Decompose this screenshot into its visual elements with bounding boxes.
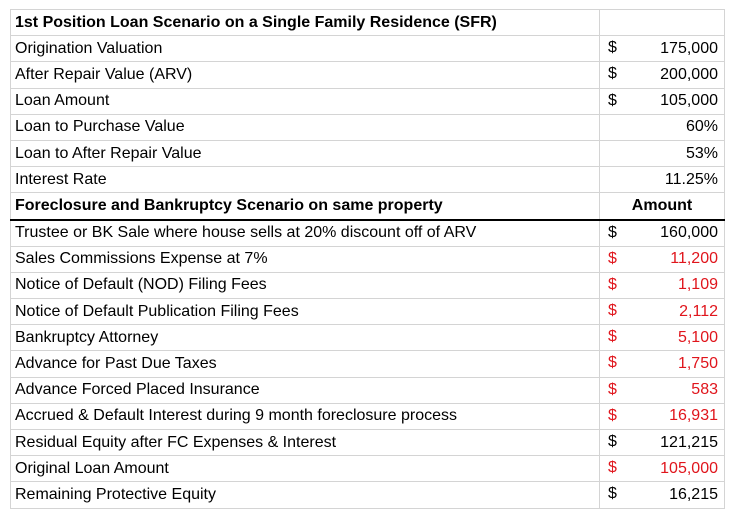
row-label: Advance Forced Placed Insurance — [11, 377, 600, 403]
row-label: Loan to Purchase Value — [11, 114, 600, 140]
row-value: 2,112 — [679, 302, 718, 320]
row-label: Remaining Protective Equity — [11, 482, 600, 508]
currency-symbol: $ — [608, 380, 617, 398]
table-row — [11, 377, 725, 403]
row-value-cell — [600, 167, 725, 193]
row-value: 160,000 — [660, 224, 718, 242]
row-value-cell — [600, 220, 725, 247]
row-value: 175,000 — [660, 39, 718, 57]
row-label: Residual Equity after FC Expenses & Interest — [11, 430, 600, 456]
amount-column-header: Amount — [600, 193, 725, 220]
table-row — [11, 430, 725, 456]
row-label: Origination Valuation — [11, 36, 600, 62]
currency-symbol: $ — [608, 354, 617, 372]
table-row — [11, 272, 725, 298]
row-value: 11.25% — [664, 170, 718, 188]
row-label: Loan to After Repair Value — [11, 140, 600, 166]
row-value: 16,931 — [669, 407, 718, 425]
foreclosure-title: Foreclosure and Bankruptcy Scenario on same property — [11, 193, 600, 220]
row-value-cell — [600, 456, 725, 482]
table-row — [11, 36, 725, 62]
row-label: Trustee or BK Sale where house sells at 20% discount off of ARV — [11, 220, 600, 247]
currency-symbol: $ — [608, 328, 617, 346]
row-value: 105,000 — [660, 92, 718, 110]
row-value-cell — [600, 299, 725, 325]
row-value: 5,100 — [677, 328, 718, 346]
currency-symbol: $ — [608, 275, 617, 293]
currency-symbol: $ — [608, 91, 617, 109]
row-value-cell — [600, 430, 725, 456]
row-label: Advance for Past Due Taxes — [11, 351, 600, 377]
row-label: Notice of Default Publication Filing Fees — [11, 299, 600, 325]
currency-symbol: $ — [608, 249, 617, 267]
table-row — [11, 351, 725, 377]
row-label: Bankruptcy Attorney — [11, 325, 600, 351]
row-value: 121,215 — [660, 433, 718, 451]
table-row — [11, 246, 725, 272]
row-value: 11,200 — [670, 250, 718, 268]
row-value: 583 — [691, 381, 718, 399]
row-value-cell — [600, 62, 725, 88]
row-value-cell — [600, 482, 725, 508]
table-row — [11, 88, 725, 114]
row-label: Loan Amount — [11, 88, 600, 114]
row-value-cell — [600, 377, 725, 403]
row-value-cell — [600, 114, 725, 140]
currency-symbol: $ — [608, 485, 617, 503]
table-row — [11, 456, 725, 482]
row-value-cell — [600, 36, 725, 62]
scenario-header-row — [11, 10, 725, 36]
currency-symbol: $ — [608, 302, 617, 320]
row-value-cell — [600, 246, 725, 272]
foreclosure-header-row — [11, 193, 725, 220]
row-value-cell — [600, 272, 725, 298]
row-value-cell — [600, 88, 725, 114]
table-row — [11, 114, 725, 140]
table-row — [11, 140, 725, 166]
currency-symbol: $ — [608, 223, 617, 241]
row-value: 200,000 — [660, 65, 718, 83]
table-row — [11, 299, 725, 325]
table-row — [11, 403, 725, 429]
row-value-cell — [600, 351, 725, 377]
row-label: Original Loan Amount — [11, 456, 600, 482]
row-value: 1,750 — [677, 355, 718, 373]
row-value: 60% — [685, 118, 718, 136]
table-row — [11, 62, 725, 88]
table-row — [11, 325, 725, 351]
row-value: 1,109 — [677, 276, 718, 294]
row-label: After Repair Value (ARV) — [11, 62, 600, 88]
table-row — [11, 482, 725, 508]
row-value: 16,215 — [669, 485, 718, 503]
row-value: 105,000 — [660, 459, 718, 477]
row-value-cell — [600, 403, 725, 429]
scenario-title: 1st Position Loan Scenario on a Single Family Residence (SFR) — [11, 10, 600, 36]
row-label: Sales Commissions Expense at 7% — [11, 246, 600, 272]
table-row — [11, 220, 725, 247]
loan-scenario-sheet — [10, 9, 724, 509]
row-value-cell — [600, 325, 725, 351]
currency-symbol: $ — [608, 433, 617, 450]
currency-symbol: $ — [608, 39, 617, 57]
row-label: Notice of Default (NOD) Filing Fees — [11, 272, 600, 298]
currency-symbol: $ — [608, 65, 617, 83]
row-label: Accrued & Default Interest during 9 month foreclosure process — [11, 403, 600, 429]
loan-scenario-table — [10, 9, 725, 509]
table-row — [11, 167, 725, 193]
scenario-header-empty-cell — [600, 10, 725, 36]
row-label: Interest Rate — [11, 167, 600, 193]
currency-symbol: $ — [608, 406, 617, 424]
currency-symbol: $ — [608, 459, 617, 477]
row-value: 53% — [685, 144, 718, 162]
row-value-cell — [600, 140, 725, 166]
